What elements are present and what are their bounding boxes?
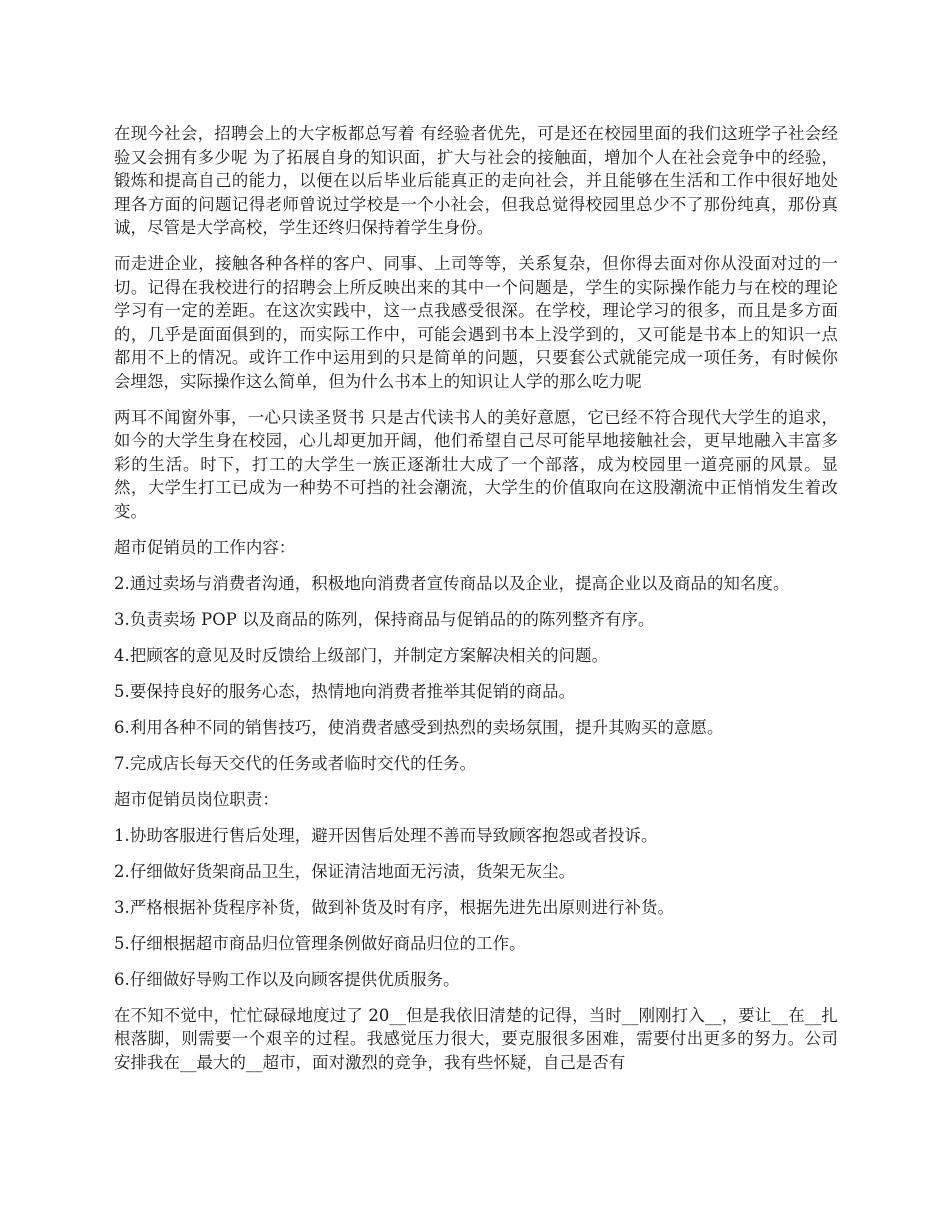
paragraph-conclusion: 在不知不觉中，忙忙碌碌地度过了 20__但是我依旧清楚的记得，当时__刚刚打入__，要让__在__扎根落脚，则需要一个艰辛的过程。我感觉压力很大，要克服很多困难，需要付出更多的努力。公司安排我在__最大的__超市，面对激烈的竞争，我有些怀疑，自己是否有	[114, 1005, 838, 1072]
section-heading-job-duties: 超市促销员岗位职责：	[114, 789, 279, 809]
list-item: 2.仔细做好货架商品卫生，保证清洁地面无污渍，货架无灰尘。	[114, 861, 576, 881]
list-item: 3.负责卖场 POP 以及商品的陈列，保持商品与促销品的的陈列整齐有序。	[114, 609, 655, 629]
paragraph-student-work: 两耳不闻窗外事，一心只读圣贤书 只是古代读书人的美好意愿，它已经不符合现代大学生的追求，如今的大学生身在校园，心儿却更加开阔，他们希望自己尽可能早地接触社会，更早地融入丰富多彩的生活。时下，打工的大学生一族正逐渐壮大成了一个部落，成为校园里一道亮丽的风景。显然，大学生打工已成为一种势不可挡的社会潮流，大学生的价值取向在这股潮流中正悄悄发生着改变。	[114, 407, 838, 521]
list-item: 5.要保持良好的服务心态，热情地向消费者推举其促销的商品。	[114, 681, 576, 701]
list-item: 3.严格根据补货程序补货，做到补货及时有序，根据先进先出原则进行补货。	[114, 897, 675, 917]
paragraph-enterprise: 而走进企业，接触各种各样的客户、同事、上司等等，关系复杂，但你得去面对你从没面对过的一切。记得在我校进行的招聘会上所反映出来的其中一个问题是，学生的实际操作能力与在校的理论学习有一定的差距。在这次实践中，这一点我感受很深。在学校，理论学习的很多，而且是多方面的，几乎是面面俱到的，而实际工作中，可能会遇到书本上没学到的，又可能是书本上的知识一点都用不上的情况。或许工作中运用到的只是简单的问题，只要套公式就能完成一项任务，有时候你会埋怨，实际操作这么简单，但为什么书本上的知识让人学的那么吃力呢	[114, 254, 838, 391]
list-item: 7.完成店长每天交代的任务或者临时交代的任务。	[114, 753, 477, 773]
document-body	[114, 122, 838, 1087]
section-heading-job-content: 超市促销员的工作内容：	[114, 537, 296, 557]
list-item: 5.仔细根据超市商品归位管理条例做好商品归位的工作。	[114, 933, 526, 953]
list-item: 4.把顾客的意见及时反馈给上级部门，并制定方案解决相关的问题。	[114, 645, 609, 665]
list-item: 6.利用各种不同的销售技巧，使消费者感受到热烈的卖场氛围，提升其购买的意愿。	[114, 717, 724, 737]
list-item: 1.协助客服进行售后处理，避开因售后处理不善而导致顾客抱怨或者投诉。	[114, 825, 658, 845]
list-item: 6.仔细做好导购工作以及向顾客提供优质服务。	[114, 969, 460, 989]
paragraph-intro: 在现今社会，招聘会上的大字板都总写着 有经验者优先，可是还在校园里面的我们这班学子社会经验又会拥有多少呢 为了拓展自身的知识面，扩大与社会的接触面，增加个人在社会竞争中的经验，锻炼和提高自己的能力，以便在以后毕业后能真正的走向社会，并且能够在生活和工作中很好地处理各方面的问题记得老师曾说过学校是一个小社会，但我总觉得校园里总少不了那份纯真，那份真诚，尽管是大学高校，学生还终归保持着学生身份。	[114, 124, 838, 237]
list-item: 2.通过卖场与消费者沟通，积极地向消费者宣传商品以及企业，提高企业以及商品的知名度。	[114, 573, 790, 593]
